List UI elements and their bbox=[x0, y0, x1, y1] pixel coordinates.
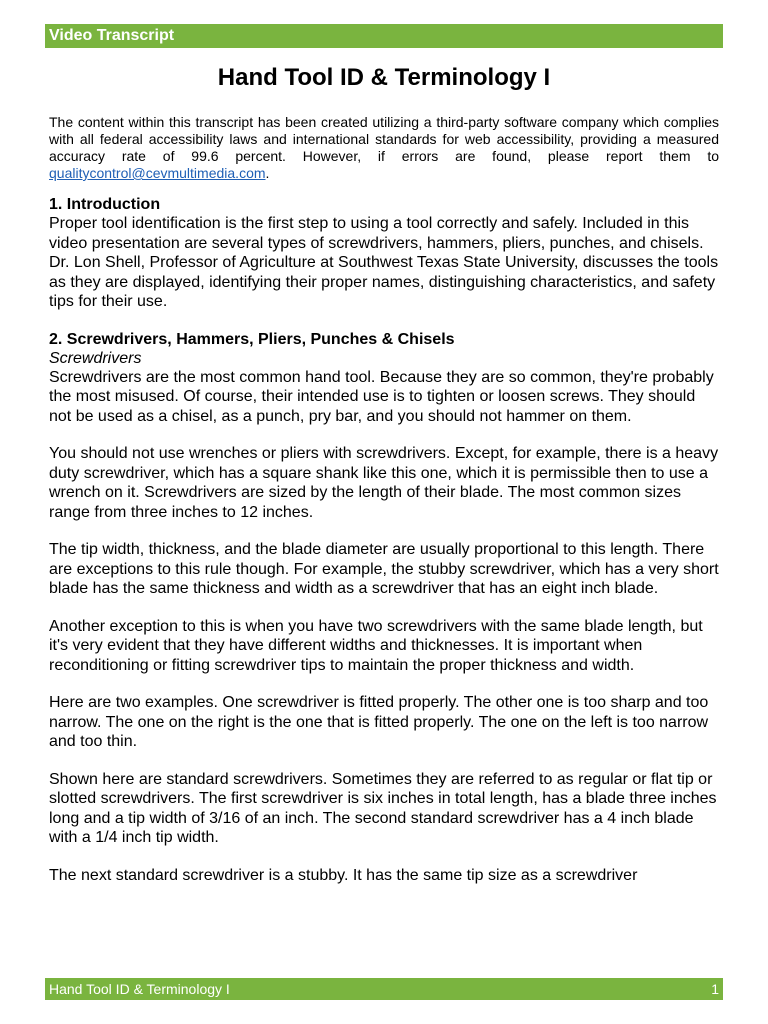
disclaimer-end: . bbox=[265, 165, 270, 181]
quality-control-email-link[interactable]: qualitycontrol@cevmultimedia.com bbox=[49, 165, 266, 181]
page-number: 1 bbox=[711, 981, 719, 997]
paragraph: Proper tool identification is the first step to using a tool correctly and safely. Included in this video presentation are several types of screwdrivers, hammers, pliers, punches, and chisels. Dr. Lon Shell, Professor of Agriculture at Southwest Texas State University, discusses the tools as they are displayed, identifying their proper names, distinguishing characteristics, and safety tips for their use. bbox=[49, 215, 719, 310]
paragraph: Another exception to this is when you have two screwdrivers with the same blade length, but it's very evident that they have different widths and thicknesses. It is important when reconditioning or fitting screwdriver tips to maintain the proper thickness and width. bbox=[49, 617, 703, 674]
header-bar bbox=[45, 24, 723, 48]
disclaimer-paragraph bbox=[49, 114, 719, 182]
footer-title: Hand Tool ID & Terminology I bbox=[49, 981, 230, 997]
paragraph: The next standard screwdriver is a stubby. It has the same tip size as a screwdriver bbox=[49, 866, 638, 884]
section-heading-introduction: 1. Introduction bbox=[49, 196, 161, 213]
paragraph: Shown here are standard screwdrivers. Sometimes they are referred to as regular or flat tip or slotted screwdrivers. The first screwdriver is six inches in total length, has a blade three inches long and a tip width of 3/16 of an inch. The second standard screwdriver has a 4 inch blade with a 1/4 inch tip width. bbox=[49, 770, 717, 846]
subheading-screwdrivers: Screwdrivers bbox=[49, 349, 142, 367]
paragraph: The tip width, thickness, and the blade diameter are usually proportional to this length. There are exceptions to this rule though. For example, the stubby screwdriver, which has a very short blade has the same thickness and width as a screwdriver that has an eight inch blade. bbox=[49, 541, 719, 597]
disclaimer-text: The content within this transcript has been created utilizing a third-party software company which complies with all federal accessibility laws and international standards for web accessibility, providing a measured accuracy rate of 99.6 percent. However, if errors are found, please report them to bbox=[49, 114, 719, 164]
footer-bar bbox=[45, 978, 723, 1000]
paragraph: You should not use wrenches or pliers with screwdrivers. Except, for example, there is a heavy duty screwdriver, which has a square shank like this one, which it is permissible then to use a wrench on it. Screwdrivers are sized by the length of their blade. The most common sizes range from three inches to 12 inches. bbox=[49, 445, 719, 521]
document-title: Hand Tool ID & Terminology I bbox=[217, 64, 551, 91]
document-body bbox=[49, 114, 719, 885]
paragraph: Screwdrivers are the most common hand tool. Because they are so common, they're probably the most misused. Of course, their intended use is to tighten or loosen screws. They should not be used as a chisel, as a punch, pry bar, and you should not hammer on them. bbox=[49, 368, 714, 425]
paragraph: Here are two examples. One screwdriver is fitted properly. The other one is too sharp and too narrow. The one on the right is the one that is fitted properly. The one on the left is too narrow and too thin. bbox=[49, 694, 709, 750]
header-label: Video Transcript bbox=[49, 27, 175, 44]
section-heading-tools: 2. Screwdrivers, Hammers, Pliers, Punches & Chisels bbox=[49, 330, 455, 348]
